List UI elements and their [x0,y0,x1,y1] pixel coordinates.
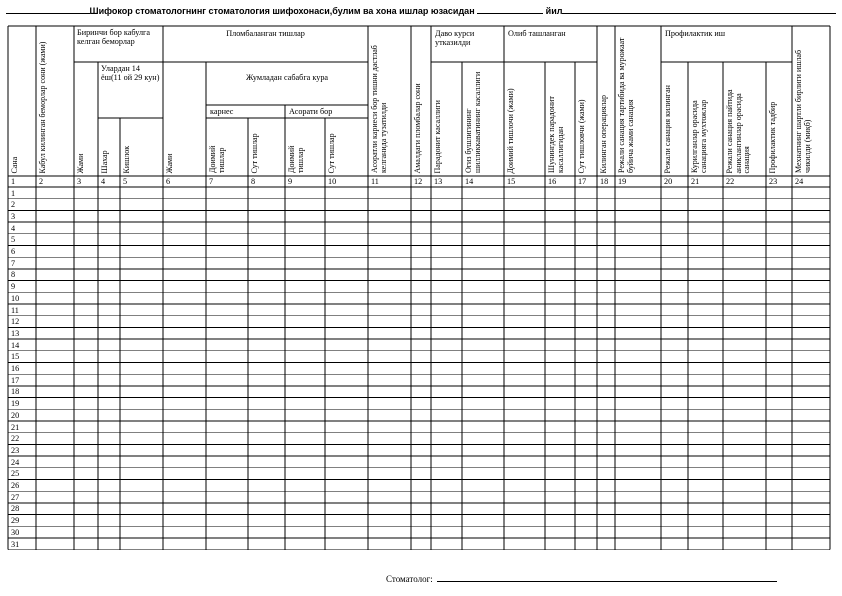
column-header-text: Асоратли кариеси бор тишни дастлаб келганида тузатилди [370,45,388,173]
column-header-17 [578,65,596,173]
group-extracted: Олиб ташланган [508,29,566,38]
column-number: 8 [251,177,256,186]
column-header-text: Доимий тишлар [287,145,305,173]
column-header-text: Сут тишлар [250,132,259,173]
column-header-text: Мехнатнинг шартли бирлиги ишлаб чикилди (миқб) [794,49,812,173]
column-header-18 [600,29,614,173]
column-header-text: Курилганлар орасида санацияга мухтожлар [690,99,708,173]
column-number: 2 [39,177,44,186]
column-header-2 [39,29,73,173]
column-header-22 [726,65,765,173]
signature-field[interactable] [437,581,777,582]
column-header-text: Режали санация пайтида аниклангинлар орасида санация [725,88,751,173]
column-header-11 [371,29,410,173]
column-header-text: Амалдаги пломбалар сони [413,82,422,173]
column-number: 23 [769,177,778,186]
column-header-21 [691,65,722,173]
row-number: 11 [11,305,19,315]
column-number: 1 [11,177,16,186]
column-number: 13 [434,177,443,186]
column-header-1 [11,29,35,173]
row-number: 14 [11,340,20,350]
row-number: 20 [11,410,20,420]
row-number: 13 [11,328,20,338]
column-number: 22 [726,177,735,186]
column-header-4 [101,121,119,173]
column-header-text: Сут тишлар [327,132,336,173]
row-number: 10 [11,293,20,303]
column-header-7 [209,121,247,173]
group-caries: карнес [210,107,234,116]
column-header-text: Жами [165,153,174,173]
column-header-23 [769,65,791,173]
column-number: 4 [101,177,106,186]
row-number: 24 [11,457,20,467]
row-number: 26 [11,481,20,490]
signature-label: Стоматолог: [386,574,433,584]
group-prophylactic: Профилактик иш [665,29,726,38]
column-number: 15 [507,177,516,186]
column-number: 21 [691,177,700,186]
group-filled-teeth: Пломбаланган тишлар [226,29,305,38]
row-number: 3 [11,211,16,221]
row-number: 25 [11,469,20,479]
row-number: 12 [11,317,20,327]
group-treatment-done: Даво курси утказилди [435,29,475,47]
column-header-3 [77,65,97,173]
column-header-text: Доимий тишлочи (жами) [506,87,515,173]
column-number: 6 [166,177,171,186]
row-number: 9 [11,282,16,292]
column-number: 10 [328,177,337,186]
column-header-text: Кабул килинган беморлар сони (жами) [38,41,47,173]
column-header-14 [465,65,503,173]
column-header-8 [251,121,284,173]
column-number: 20 [664,177,673,186]
column-header-24 [795,29,829,173]
column-header-5 [123,121,162,173]
row-number: 8 [11,270,16,280]
column-number: 14 [465,177,474,186]
column-header-16 [548,65,574,173]
row-number: 28 [11,504,20,514]
column-header-text: Режали санация килинган [663,84,672,173]
column-number: 24 [795,177,804,186]
column-header-text: Шунингдек парадонит касаллигидан [547,96,565,173]
column-header-13 [434,65,461,173]
column-header-19 [618,29,660,173]
column-header-9 [288,121,324,173]
signature-line [386,574,777,584]
column-number: 12 [414,177,423,186]
column-number: 5 [123,177,128,186]
column-header-text: Кишлок [122,145,131,173]
column-number: 11 [371,177,379,186]
row-number: 7 [11,258,16,268]
year-label: йил [545,6,563,16]
group-first-visit: Биринчи бор кабулга келган беморлар [77,28,151,46]
row-number: 15 [11,352,20,362]
row-number: 29 [11,516,20,526]
column-header-12 [414,29,430,173]
row-number: 1 [11,188,16,198]
page-title [0,6,842,16]
column-header-15 [507,65,544,173]
column-number: 17 [578,177,587,186]
column-header-text: Сут тишловчи (жами) [577,98,586,173]
column-header-text: Огиз бушлигининг шилликкаватининг касаллиги [464,71,482,173]
row-number: 4 [11,223,16,233]
column-number: 19 [618,177,627,186]
row-number: 16 [11,364,20,373]
group-complications: Асорати бор [289,107,333,116]
column-header-text: Режали санация тартибида ва мурожаат буйича жами санация [617,37,635,173]
column-number: 18 [600,177,609,186]
column-header-text: Парадонит касаллиги [433,99,442,173]
column-header-text: Шахар [100,149,109,173]
row-number: 6 [11,247,16,256]
column-header-text: Килинган операциялар [599,94,608,173]
column-header-text: Жами [76,153,85,173]
column-header-text: Профилактик тадбир [768,101,777,173]
column-header-6 [166,65,205,173]
row-number: 18 [11,387,20,397]
column-header-text: Доимий тишлар [208,145,226,173]
row-number: 31 [11,539,20,549]
column-number: 7 [209,177,214,186]
column-number: 3 [77,177,82,186]
row-number: 5 [11,235,16,245]
column-number: 16 [548,177,557,186]
column-header-text: Сана [10,156,19,173]
row-number: 21 [11,422,20,432]
column-header-10 [328,121,367,173]
row-number: 19 [11,399,20,409]
column-number: 9 [288,177,293,186]
group-under-14: Улардан 14 ёш(11 ой 29 кун) [101,64,160,82]
row-number: 2 [11,200,16,210]
row-number: 22 [11,434,20,444]
row-number: 17 [11,375,20,385]
title-text: Шифокор стоматологнинг стоматология шифохонаси,булим ва хона ишлар юзасидан [89,6,475,16]
row-number: 27 [11,492,20,502]
row-number: 30 [11,527,20,537]
column-header-20 [664,65,687,173]
row-number: 23 [11,445,20,455]
group-of-which-reason: Жумладан сабабга кура [245,73,329,82]
